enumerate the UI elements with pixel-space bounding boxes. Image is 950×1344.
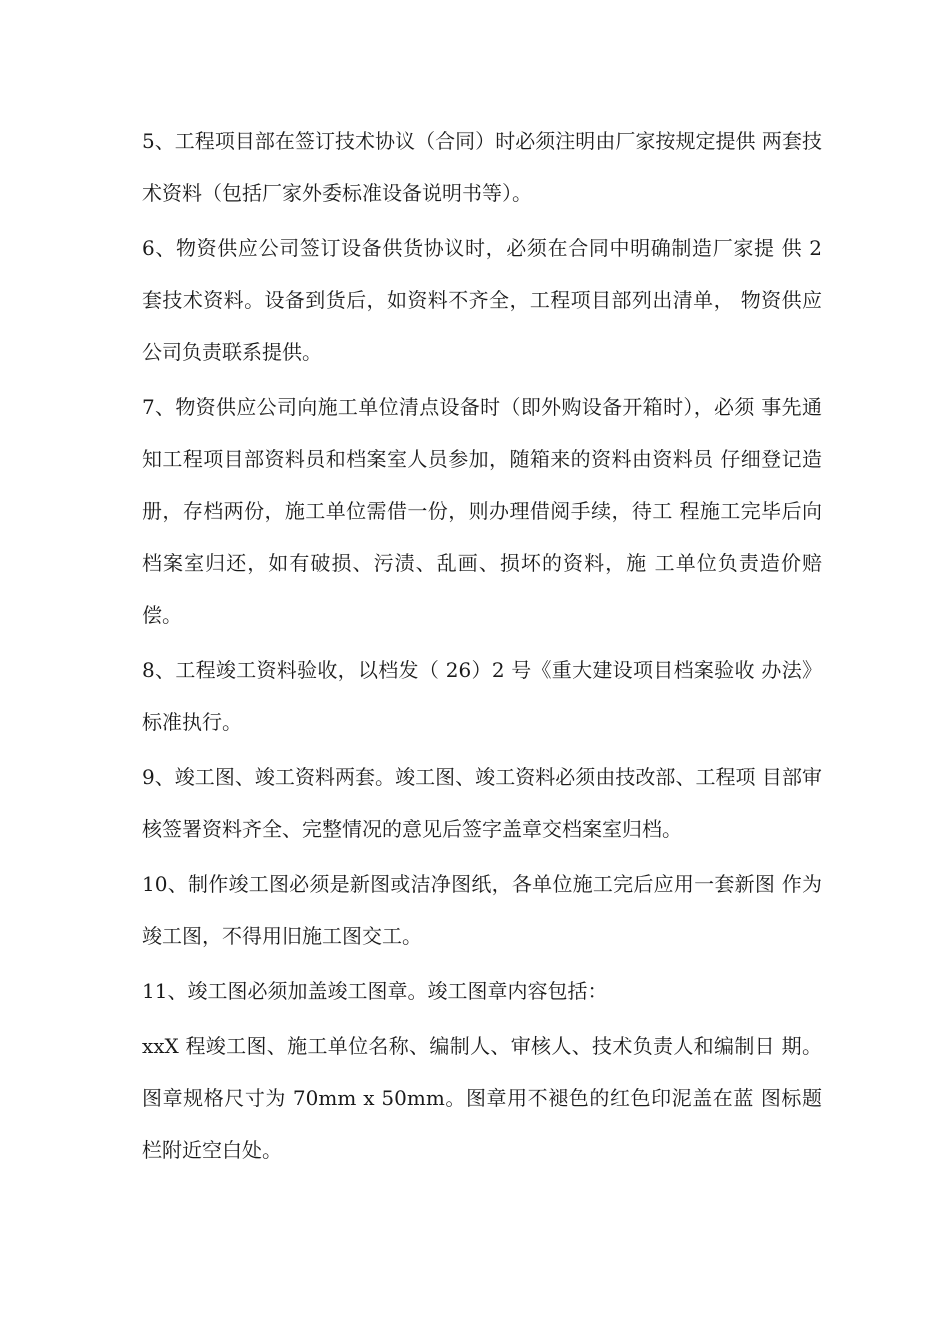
document-body (142, 115, 822, 1179)
paragraph-item-6: 6、物资供应公司签订设备供货协议时，必须在合同中明确制造厂家提 供 2 套技术资料。设备到货后，如资料不齐全，工程项目部列出清单， 物资供应公司负责联系提供。 (142, 236, 822, 364)
paragraph-item-10: 10、制作竣工图必须是新图或洁净图纸，各单位施工完后应用一套新图 作为竣工图，不得用旧施工图交工。 (142, 872, 822, 948)
paragraph-item-8: 8、工程竣工资料验收，以档发（ 26）2 号《重大建设项目档案验收 办法》标准执行。 (142, 658, 822, 734)
paragraph-stamp-details: xxX 程竣工图、施工单位名称、编制人、审核人、技术负责人和编制日 期。图章规格尺寸为 70mm x 50mm。图章用不褪色的红色印泥盖在蓝 图标题栏附近空白处。 (142, 1034, 822, 1162)
paragraph-item-7: 7、物资供应公司向施工单位清点设备时（即外购设备开箱时），必须 事先通知工程项目部资料员和档案室人员参加，随箱来的资料由资料员 仔细登记造册，存档两份，施工单位需借一份，则办理借阅手续，待工 程施工完毕后向档案室归还，如有破损、污渍、乱画、损坏的资料，施 工单位负责造价赔偿。 (142, 395, 822, 627)
paragraph-item-5: 5、工程项目部在签订技术协议（合同）时必须注明由厂家按规定提供 两套技术资料（包括厂家外委标准设备说明书等）。 (142, 129, 822, 205)
paragraph-item-11: 11、竣工图必须加盖竣工图章。竣工图章内容包括： (142, 979, 608, 1003)
paragraph-item-9: 9、竣工图、竣工资料两套。竣工图、竣工资料必须由技改部、工程项 目部审核签署资料齐全、完整情况的意见后签字盖章交档案室归档。 (142, 765, 822, 841)
